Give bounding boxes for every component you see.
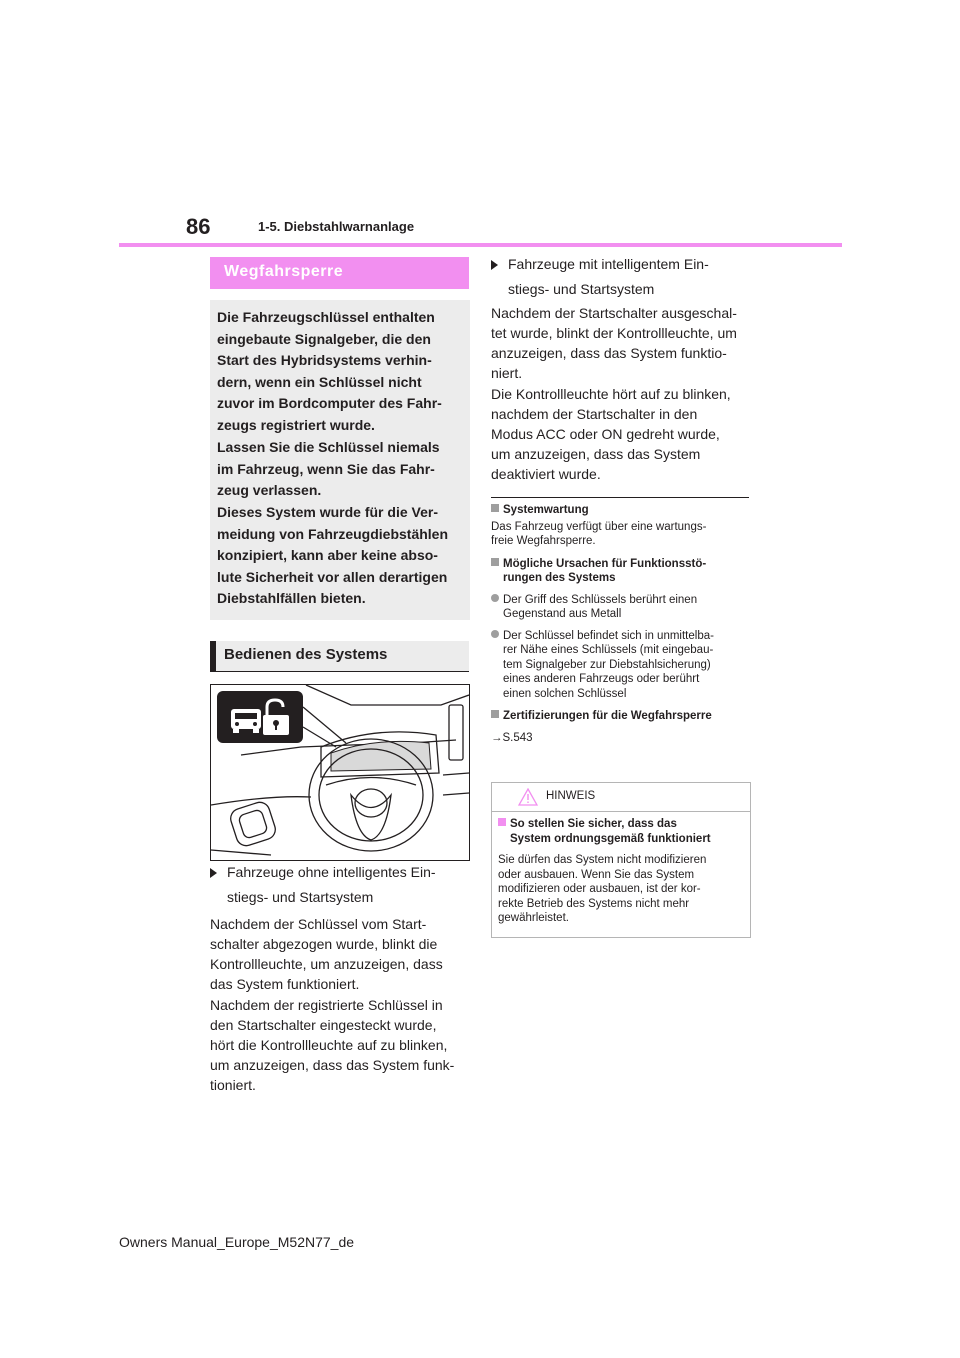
- square-bullet-icon: [491, 504, 499, 512]
- note-title: Zertifizierungen für die Wegfahrsperre: [491, 709, 753, 724]
- square-bullet-icon: [491, 710, 499, 718]
- circle-bullet-icon: [491, 630, 499, 638]
- note-item: Der Schlüssel befindet sich in unmittelba- rer Nähe eines Schlüssels (mit eingebau- tem Signalgeber zur Diebstahlsicherung) eines anderen Fahrzeugs oder berührt einen solchen Schlüssel: [491, 629, 753, 702]
- note-text: Das Fahrzeug verfügt über eine wartungs- freie Wegfahrsperre.: [491, 520, 707, 547]
- notes-divider: [491, 497, 749, 498]
- warning-triangle-icon: [518, 788, 538, 806]
- circle-bullet-icon: [491, 594, 499, 602]
- body-paragraph: Nachdem der Startschalter ausgeschal- tet wurde, blinkt der Kontrollleuchte, um anzuzeigen, dass das System funktio- niert.: [491, 305, 737, 381]
- body-paragraph: Nachdem der Schlüssel vom Start- schalter abgezogen wurde, blinkt die Kontrollleuchte, um anzuzeigen, dass das System funktioniert.: [210, 916, 443, 992]
- bullet-heading: Fahrzeuge mit intelligentem Ein- stiegs- und Startsystem: [491, 254, 751, 300]
- header-rule: [119, 243, 842, 247]
- square-bullet-icon: [491, 558, 499, 566]
- page-reference: →S.543: [491, 731, 533, 744]
- section-heading-label: Wegfahrsperre: [224, 263, 344, 280]
- hinweis-title: So stellen Sie sicher, dass das System ordnungsgemäß funktioniert: [498, 817, 748, 846]
- page-number: 86: [186, 214, 211, 239]
- hinweis-label: HINWEIS: [546, 790, 596, 802]
- heading-bar: [210, 641, 216, 671]
- notes-block: [491, 503, 753, 745]
- note-item: Der Griff des Schlüssels berührt einen Gegenstand aus Metall: [491, 593, 753, 622]
- bullet-heading: Fahrzeuge ohne intelligentes Ein- stiegs- und Startsystem: [210, 862, 470, 908]
- section-heading-label: Bedienen des Systems: [224, 646, 388, 663]
- hinweis-box: [491, 782, 751, 938]
- dashboard-illustration: [210, 684, 470, 861]
- footer-label: Owners Manual_Europe_M52N77_de: [119, 1234, 355, 1250]
- hinweis-content: [498, 817, 748, 926]
- section-heading-wegfahrsperre: [210, 257, 469, 289]
- body-paragraph: Die Kontrollleuchte hört auf zu blinken, nachdem der Startschalter in den Modus ACC oder ON gedreht wurde, um anzuzeigen, dass das System deaktiviert wurde.: [491, 386, 731, 482]
- intro-paragraph: Die Fahrzeugschlüssel enthalten eingebaute Signalgeber, die den Start des Hybridsystems verhin- dern, wenn ein Schlüssel nicht zuvor im Bordcomputer des Fahr- zeugs registriert wurde.: [217, 309, 442, 433]
- note-title: Mögliche Ursachen für Funktionsstö- rungen des Systems: [491, 557, 753, 586]
- intro-paragraph: Lassen Sie die Schlüssel niemals im Fahrzeug, wenn Sie das Fahr- zeug verlassen.: [217, 439, 440, 498]
- body-paragraph: Nachdem der registrierte Schlüssel in den Startschalter eingesteckt wurde, hört die Kontrollleuchte auf zu blinken, um anzuzeigen, dass das System funk- tioniert.: [210, 997, 455, 1093]
- triangle-bullet-icon: [491, 260, 498, 270]
- intro-box: [210, 300, 470, 620]
- note-title: Systemwartung: [491, 503, 753, 518]
- section-title: 1-5. Diebstahlwarnanlage: [258, 219, 415, 234]
- triangle-bullet-icon: [210, 868, 217, 878]
- square-bullet-icon: [498, 818, 506, 826]
- hinweis-text: Sie dürfen das System nicht modifizieren oder ausbauen. Wenn Sie das System modifizieren oder ausbauen, ist der kor- rekte Betrieb des Systems nicht mehr gewährleistet.: [498, 854, 707, 924]
- immobilizer-indicator-icon: [217, 691, 303, 743]
- section-heading-bedienen: [210, 641, 469, 672]
- intro-paragraph: Dieses System wurde für die Ver- meidung von Fahrzeugdiebstählen konzipiert, kann aber keine abso- lute Sicherheit vor allen derartigen Diebstahlfällen bieten.: [217, 504, 449, 606]
- hinweis-header: [492, 783, 750, 812]
